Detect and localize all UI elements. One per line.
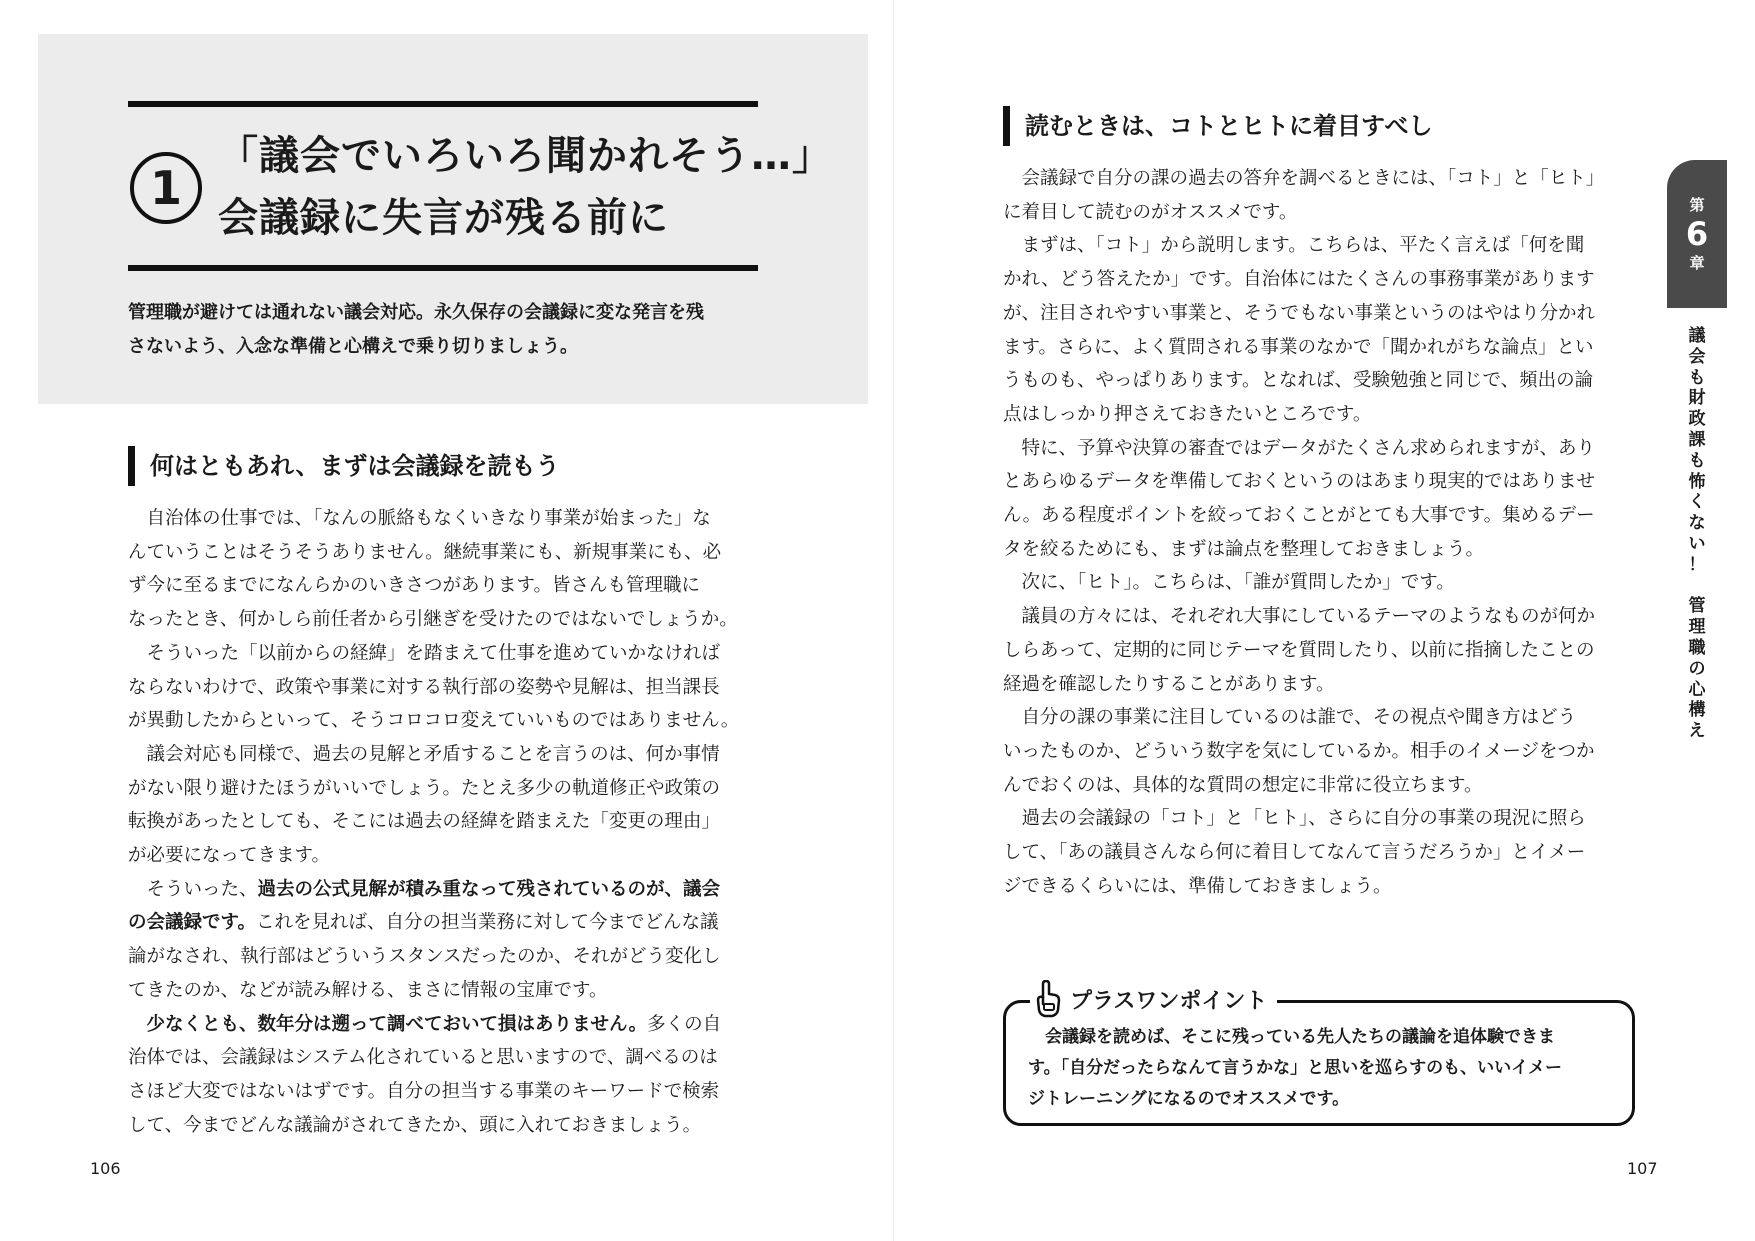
body-text-right <box>1003 162 1643 903</box>
title-rule-top <box>128 101 758 107</box>
text-line: ジできるくらいには、準備しておきましょう。 <box>1003 875 1392 897</box>
text-line <box>128 873 768 907</box>
text-line: ず今に至るまでになんらかのいきさつがあります。皆さんも管理職に <box>128 575 701 597</box>
text-line: 自治体の仕事では、「なんの脈絡もなくいきなり事業が始まった」な <box>128 508 711 529</box>
heading-bar <box>128 446 135 486</box>
text-line: てきたのか、などが読み解ける、まさに情報の宝庫です。 <box>128 979 608 1001</box>
text-line: 議員の方々には、それぞれ大事にしているテーマのようなものが何か <box>1003 606 1596 628</box>
text-line: 特に、予算や決算の審査ではデータがたくさん求められますが、あり <box>1003 437 1596 459</box>
text-line: して、今までどんな議論がされてきたか、頭に入れておきましょう。 <box>128 1114 702 1136</box>
chapter-side-glyph: な <box>1688 513 1706 534</box>
text-line: 次に、「ヒト」。こちらは、「誰が質問したか」です。 <box>1003 572 1455 594</box>
text-line: 会議録で自分の課の過去の答弁を調べるときには、「コト」と「ヒト」 <box>1003 168 1605 189</box>
chapter-side-glyph: 会 <box>1688 346 1706 367</box>
text-line: 自分の課の事業に注目しているのは誰で、その視点や聞き方はどう <box>1003 707 1577 729</box>
chapter-side-glyph: 怖 <box>1688 471 1706 492</box>
text-line: 治体では、会議録はシステム化されていると思いますので、調べるのは <box>128 1047 718 1069</box>
chapter-side-glyph: 財 <box>1688 388 1706 409</box>
text-line: んでおくのは、具体的な質問の想定に非常に役立ちます。 <box>1003 774 1483 796</box>
chapter-side-glyph: 政 <box>1688 409 1706 430</box>
heading-bar <box>1003 106 1010 146</box>
page-fold <box>893 0 894 1241</box>
text-line: んていうことはそうそうありません。継続事業にも、新規事業にも、必 <box>128 541 722 563</box>
section-heading-text: 何はともあれ、まずは会議録を読もう <box>150 452 560 480</box>
page-number-right: 107 <box>1627 1159 1658 1178</box>
text-line: 会議録を読めば、そこに残っている先人たちの議論を追体験できま <box>1028 1027 1555 1047</box>
section-number-circle: 1 <box>130 152 202 224</box>
text-line: なったとき、何かしら前任者から引継ぎを受けたのではないでしょうか。 <box>128 609 738 631</box>
text-line: 議会対応も同様で、過去の見解と矛盾することを言うのは、何か事情 <box>128 743 720 765</box>
chapter-tab <box>1667 160 1727 308</box>
chapter-side-glyph: 課 <box>1688 429 1706 450</box>
text-line: まずは、「コト」から説明します。こちらは、平たく言えば「何を聞 <box>1003 235 1585 257</box>
chapter-tab-suffix: 章 <box>1689 254 1705 272</box>
bold-text-run: 過去の公式見解が積み重なって残されているのが、議会 <box>257 878 721 900</box>
text-line: が、注目されやすい事業と、そうでもない事業というのはやはり分かれ <box>1003 302 1596 324</box>
chapter-tab-prefix: 第 <box>1689 196 1705 214</box>
text-run: これを見れば、自分の担当業務に対して今までどんな議 <box>256 912 719 934</box>
pointing-hand-icon <box>1034 980 1062 1018</box>
chapter-side-glyph: い <box>1688 533 1706 554</box>
chapter-side-glyph: 理 <box>1688 617 1706 638</box>
bold-text-run: 少なくとも、数年分は遡って調べておいて損はありません。 <box>128 1013 648 1035</box>
text-run: そういった、 <box>128 878 258 900</box>
text-line: 過去の会議録の「コト」と「ヒト」、さらに自分の事業の現況に照ら <box>1003 808 1586 830</box>
chapter-side-glyph: 心 <box>1688 679 1706 700</box>
text-line: 点はしっかり押さえておきたいところです。 <box>1003 403 1372 425</box>
chapter-side-glyph <box>1683 576 1711 597</box>
section-heading-text: 読むときは、コトとヒトに着目すべし <box>1025 112 1433 140</box>
text-line: とあらゆるデータを準備しておくというのはあまり現実的ではありませ <box>1003 471 1596 493</box>
text-line: タを絞るためにも、まずは論点を整理しておきましょう。 <box>1003 538 1485 560</box>
body-text-left <box>128 502 768 1142</box>
text-line: がない限り避けたほうがいいでしょう。たとえ多少の軌道修正や政策の <box>128 777 721 799</box>
chapter-side-glyph: ！ <box>1688 554 1706 575</box>
plus-point-header <box>1030 979 1277 1019</box>
text-line: が必要になってきます。 <box>128 845 331 867</box>
chapter-tab-number: 6 <box>1685 215 1709 253</box>
chapter-side-glyph: く <box>1688 492 1706 513</box>
text-line: す。「自分だったらなんて言うかな」と思いを巡らすのも、いいイメー <box>1028 1058 1562 1078</box>
lead-line-2: さないよう、入念な準備と心構えで乗り切りましょう。 <box>128 336 578 357</box>
text-line: 転換があったとしても、そこには過去の経緯を踏まえた「変更の理由」 <box>128 811 720 833</box>
chapter-side-glyph: 議 <box>1688 326 1706 346</box>
plus-point-title: プラスワンポイント <box>1070 988 1268 1014</box>
text-line: 論がなされ、執行部はどういうスタンスだったのか、それがどう変化し <box>128 946 721 968</box>
text-line: が異動したからといって、そうコロコロ変えていいものではありません。 <box>128 710 740 732</box>
text-line: さほど大変ではないはずです。自分の担当する事業のキーワードで検索 <box>128 1080 720 1102</box>
title-rule-bottom <box>128 265 758 271</box>
chapter-side-glyph: 構 <box>1688 700 1706 721</box>
text-line: ます。さらに、よく質問される事業のなかで「聞かれがちな論点」とい <box>1003 336 1594 358</box>
chapter-side-title <box>1683 326 1711 742</box>
text-line: うものも、やっぱりあります。となれば、受験勉強と同じで、頻出の論 <box>1003 370 1594 392</box>
text-line: しらあって、定期的に同じテーマを質問したり、以前に指摘したことの <box>1003 639 1595 661</box>
text-line: して、「あの議員さんなら何に着目してなんて言うだろうか」とイメー <box>1003 842 1586 864</box>
text-line: ジトレーニングになるのでオススメです。 <box>1028 1089 1350 1109</box>
text-run: 多くの自 <box>647 1013 722 1035</box>
text-line <box>128 1008 768 1042</box>
chapter-side-glyph: 職 <box>1688 637 1706 658</box>
chapter-side-glyph: の <box>1688 658 1706 679</box>
chapter-side-glyph: え <box>1688 721 1706 742</box>
chapter-side-glyph: も <box>1688 450 1706 471</box>
page-title-line-2: 会議録に失言が残る前に <box>218 195 669 241</box>
text-line: そういった「以前からの経緯」を踏まえて仕事を進めていかなければ <box>128 642 721 664</box>
text-line: 経過を確認したりすることがあります。 <box>1003 673 1335 695</box>
chapter-side-glyph: も <box>1688 367 1706 388</box>
text-line: ん。ある程度ポイントを絞っておくことがとても大事です。集めるデー <box>1003 505 1595 527</box>
page-number-left: 106 <box>90 1159 121 1178</box>
plus-point-text <box>1028 1022 1628 1115</box>
lead-line-1: 管理職が避けては通れない議会対応。永久保存の会議録に変な発言を残 <box>128 302 704 323</box>
text-line: いったものか、どういう数字を気にしているか。相手のイメージをつか <box>1003 740 1595 762</box>
page-title-line-1: 「議会でいろいろ聞かれそう…」 <box>218 133 833 179</box>
text-line: かれ、どう答えたか」です。自治体にはたくさんの事務事業があります <box>1003 269 1595 291</box>
chapter-side-glyph: 管 <box>1688 596 1706 617</box>
bold-text-run: の会議録です。 <box>128 912 257 934</box>
text-line: ならないわけで、政策や事業に対する執行部の姿勢や見解は、担当課長 <box>128 676 720 698</box>
text-line: に着目して読むのがオススメです。 <box>1003 201 1298 223</box>
text-line <box>128 906 768 940</box>
